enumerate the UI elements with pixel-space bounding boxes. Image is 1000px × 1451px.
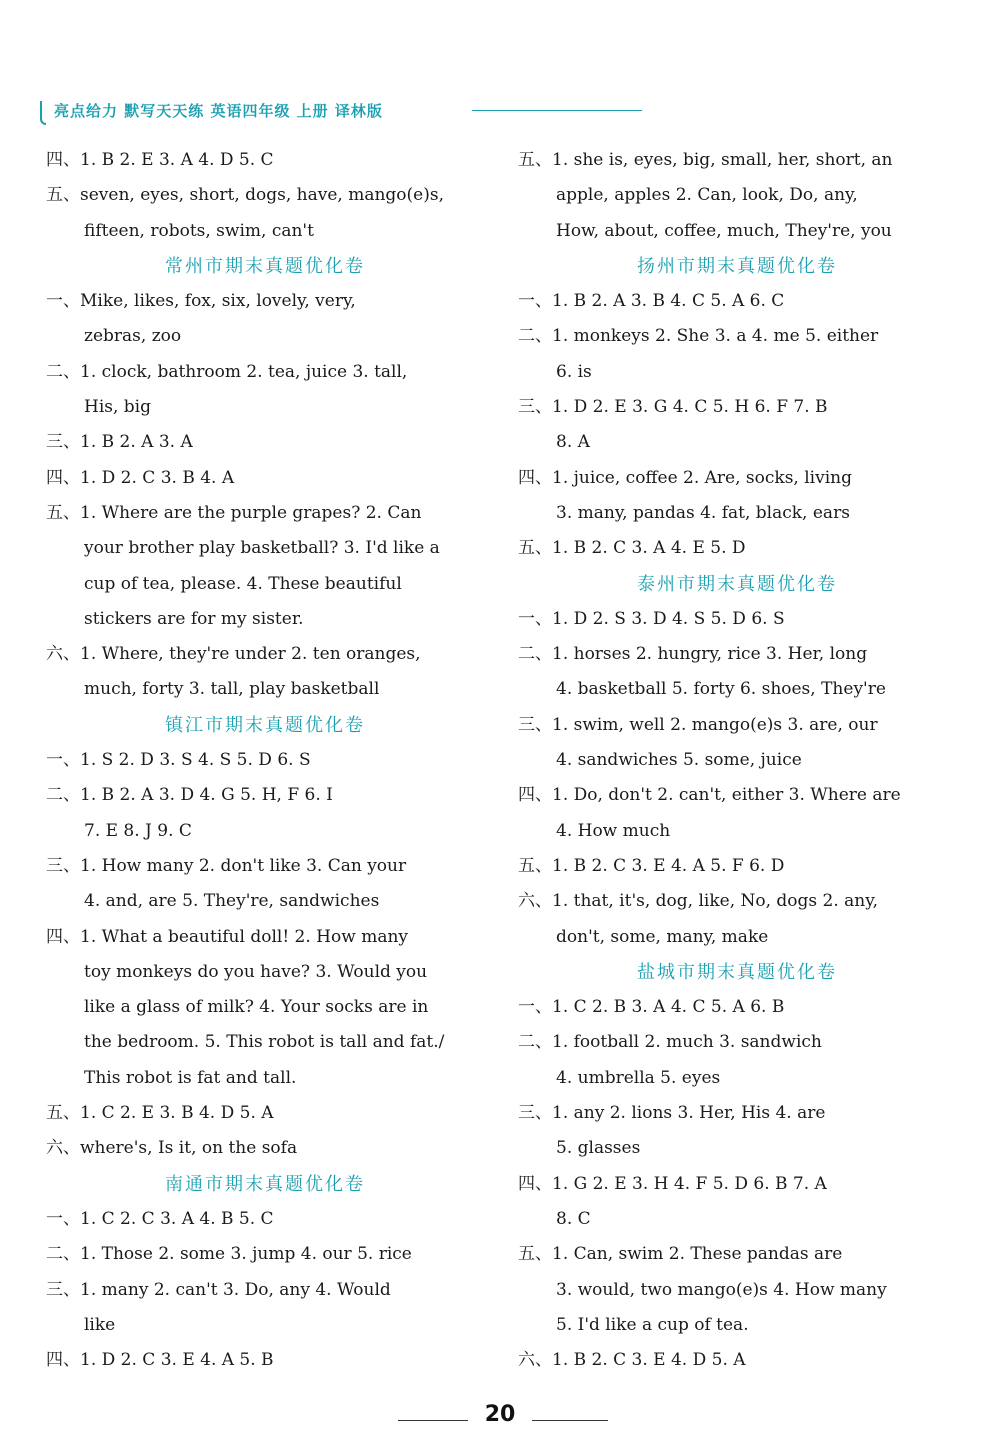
answer-line-continued: apple, apples 2. Can, look, Do, any, [556, 185, 858, 206]
answer-line: 一、1. B 2. A 3. B 4. C 5. A 6. C [518, 291, 785, 312]
answer-line-continued: 5. I'd like a cup of tea. [556, 1314, 749, 1335]
answer-line: 一、Mike, likes, fox, six, lovely, very, [46, 291, 356, 312]
answer-line-continued: stickers are for my sister. [84, 608, 304, 629]
answer-line-continued: 3. would, two mango(e)s 4. How many [556, 1279, 887, 1300]
section-title: 盐城市期末真题优化卷 [637, 961, 837, 983]
answer-line-continued: like [84, 1314, 116, 1335]
answer-line-continued: His, big [84, 397, 151, 418]
answer-line-continued: fifteen, robots, swim, can't [84, 220, 314, 241]
answer-line: 六、1. B 2. C 3. E 4. D 5. A [518, 1350, 746, 1371]
answer-line-continued: 4. umbrella 5. eyes [556, 1067, 721, 1088]
answer-line: 一、1. C 2. B 3. A 4. C 5. A 6. B [518, 997, 785, 1018]
answer-line: 六、where's, Is it, on the sofa [46, 1138, 298, 1159]
header-rule [472, 110, 642, 111]
answer-line: 四、1. D 2. C 3. B 4. A [46, 467, 235, 488]
answer-line: 二、1. horses 2. hungry, rice 3. Her, long [518, 644, 868, 665]
answer-line: 五、1. Where are the purple grapes? 2. Can [46, 502, 422, 523]
answer-line: 二、1. Those 2. some 3. jump 4. our 5. rice [46, 1244, 412, 1265]
answer-line: 三、1. many 2. can't 3. Do, any 4. Would [46, 1279, 391, 1300]
answer-line-continued: 3. many, pandas 4. fat, black, ears [556, 502, 850, 523]
answer-line-continued: 5. glasses [556, 1138, 641, 1159]
answer-line-continued: This robot is fat and tall. [84, 1067, 297, 1088]
section-title: 南通市期末真题优化卷 [165, 1173, 365, 1195]
answer-line: 一、1. D 2. S 3. D 4. S 5. D 6. S [518, 608, 785, 629]
answer-line-continued: 8. C [556, 1208, 591, 1229]
answer-line: 三、1. any 2. lions 3. Her, His 4. are [518, 1103, 826, 1124]
section-title: 常州市期末真题优化卷 [165, 255, 365, 277]
answer-line-continued: 8. A [556, 432, 590, 453]
answer-line-continued: toy monkeys do you have? 3. Would you [84, 961, 428, 982]
answer-line-continued: don't, some, many, make [556, 926, 769, 947]
answer-line-continued: 4. How much [556, 820, 671, 841]
answer-line: 二、1. B 2. A 3. D 4. G 5. H, F 6. I [46, 785, 333, 806]
answer-line-continued: 7. E 8. J 9. C [84, 820, 192, 841]
answer-line: 四、1. Do, don't 2. can't, either 3. Where are [518, 785, 901, 806]
answer-line-continued: 4. basketball 5. forty 6. shoes, They're [556, 679, 886, 700]
answer-line: 二、1. monkeys 2. She 3. a 4. me 5. either [518, 326, 879, 347]
answer-line-continued: cup of tea, please. 4. These beautiful [84, 573, 402, 594]
answer-line-continued: like a glass of milk? 4. Your socks are in [84, 997, 429, 1018]
header-title: 亮点给力 默写天天练 英语四年级 上册 译林版 [54, 102, 383, 120]
footer-rule-left [398, 1420, 468, 1421]
answer-line: 四、1. B 2. E 3. A 4. D 5. C [46, 150, 274, 170]
answer-line: 五、1. Can, swim 2. These pandas are [518, 1244, 843, 1265]
answer-line-continued: the bedroom. 5. This robot is tall and fat./ [84, 1032, 445, 1053]
answer-line: 四、1. G 2. E 3. H 4. F 5. D 6. B 7. A [518, 1173, 827, 1194]
answer-line: 三、1. swim, well 2. mango(e)s 3. are, our [518, 714, 878, 735]
footer-rule-right [532, 1420, 608, 1421]
answer-line: 五、1. B 2. C 3. A 4. E 5. D [518, 538, 746, 559]
answer-line: 四、1. What a beautiful doll! 2. How many [46, 926, 409, 947]
section-title: 镇江市期末真题优化卷 [165, 714, 365, 736]
answer-line: 二、1. clock, bathroom 2. tea, juice 3. tall, [46, 361, 408, 382]
answer-line: 六、1. that, it's, dog, like, No, dogs 2. any, [518, 891, 879, 912]
page-header [40, 98, 660, 126]
answer-line: 五、1. C 2. E 3. B 4. D 5. A [46, 1103, 274, 1124]
page-number: 20 [484, 1402, 516, 1427]
answer-line: 一、1. S 2. D 3. S 4. S 5. D 6. S [46, 750, 311, 771]
answer-line-continued: much, forty 3. tall, play basketball [84, 679, 380, 700]
answer-line: 四、1. D 2. C 3. E 4. A 5. B [46, 1350, 274, 1371]
answer-line: 四、1. juice, coffee 2. Are, socks, living [518, 467, 852, 488]
left-answer-column [46, 143, 484, 1378]
answer-line: 五、seven, eyes, short, dogs, have, mango(e)s, [46, 185, 444, 206]
answer-line: 二、1. football 2. much 3. sandwich [518, 1032, 822, 1053]
answer-line: 一、1. C 2. C 3. A 4. B 5. C [46, 1208, 274, 1229]
answer-line-continued: zebras, zoo [84, 326, 182, 347]
answer-line: 五、1. B 2. C 3. E 4. A 5. F 6. D [518, 855, 785, 876]
header-bracket-icon [40, 101, 46, 125]
answer-line: 三、1. D 2. E 3. G 4. C 5. H 6. F 7. B [518, 397, 828, 418]
answer-line: 六、1. Where, they're under 2. ten oranges, [46, 644, 421, 665]
section-title: 扬州市期末真题优化卷 [637, 255, 837, 277]
answer-line-continued: 4. and, are 5. They're, sandwiches [84, 891, 380, 912]
answer-line: 三、1. B 2. A 3. A [46, 432, 193, 453]
page-footer [0, 1400, 1000, 1440]
answer-line-continued: How, about, coffee, much, They're, you [556, 220, 892, 241]
answer-line: 五、1. she is, eyes, big, small, her, short, an [518, 150, 893, 170]
answer-line-continued: 4. sandwiches 5. some, juice [556, 750, 802, 771]
answer-line-continued: your brother play basketball? 3. I'd like a [84, 538, 440, 559]
right-answer-column [518, 143, 956, 1378]
section-title: 泰州市期末真题优化卷 [637, 573, 837, 595]
answer-line-continued: 6. is [556, 361, 592, 382]
answer-line: 三、1. How many 2. don't like 3. Can your [46, 855, 407, 876]
